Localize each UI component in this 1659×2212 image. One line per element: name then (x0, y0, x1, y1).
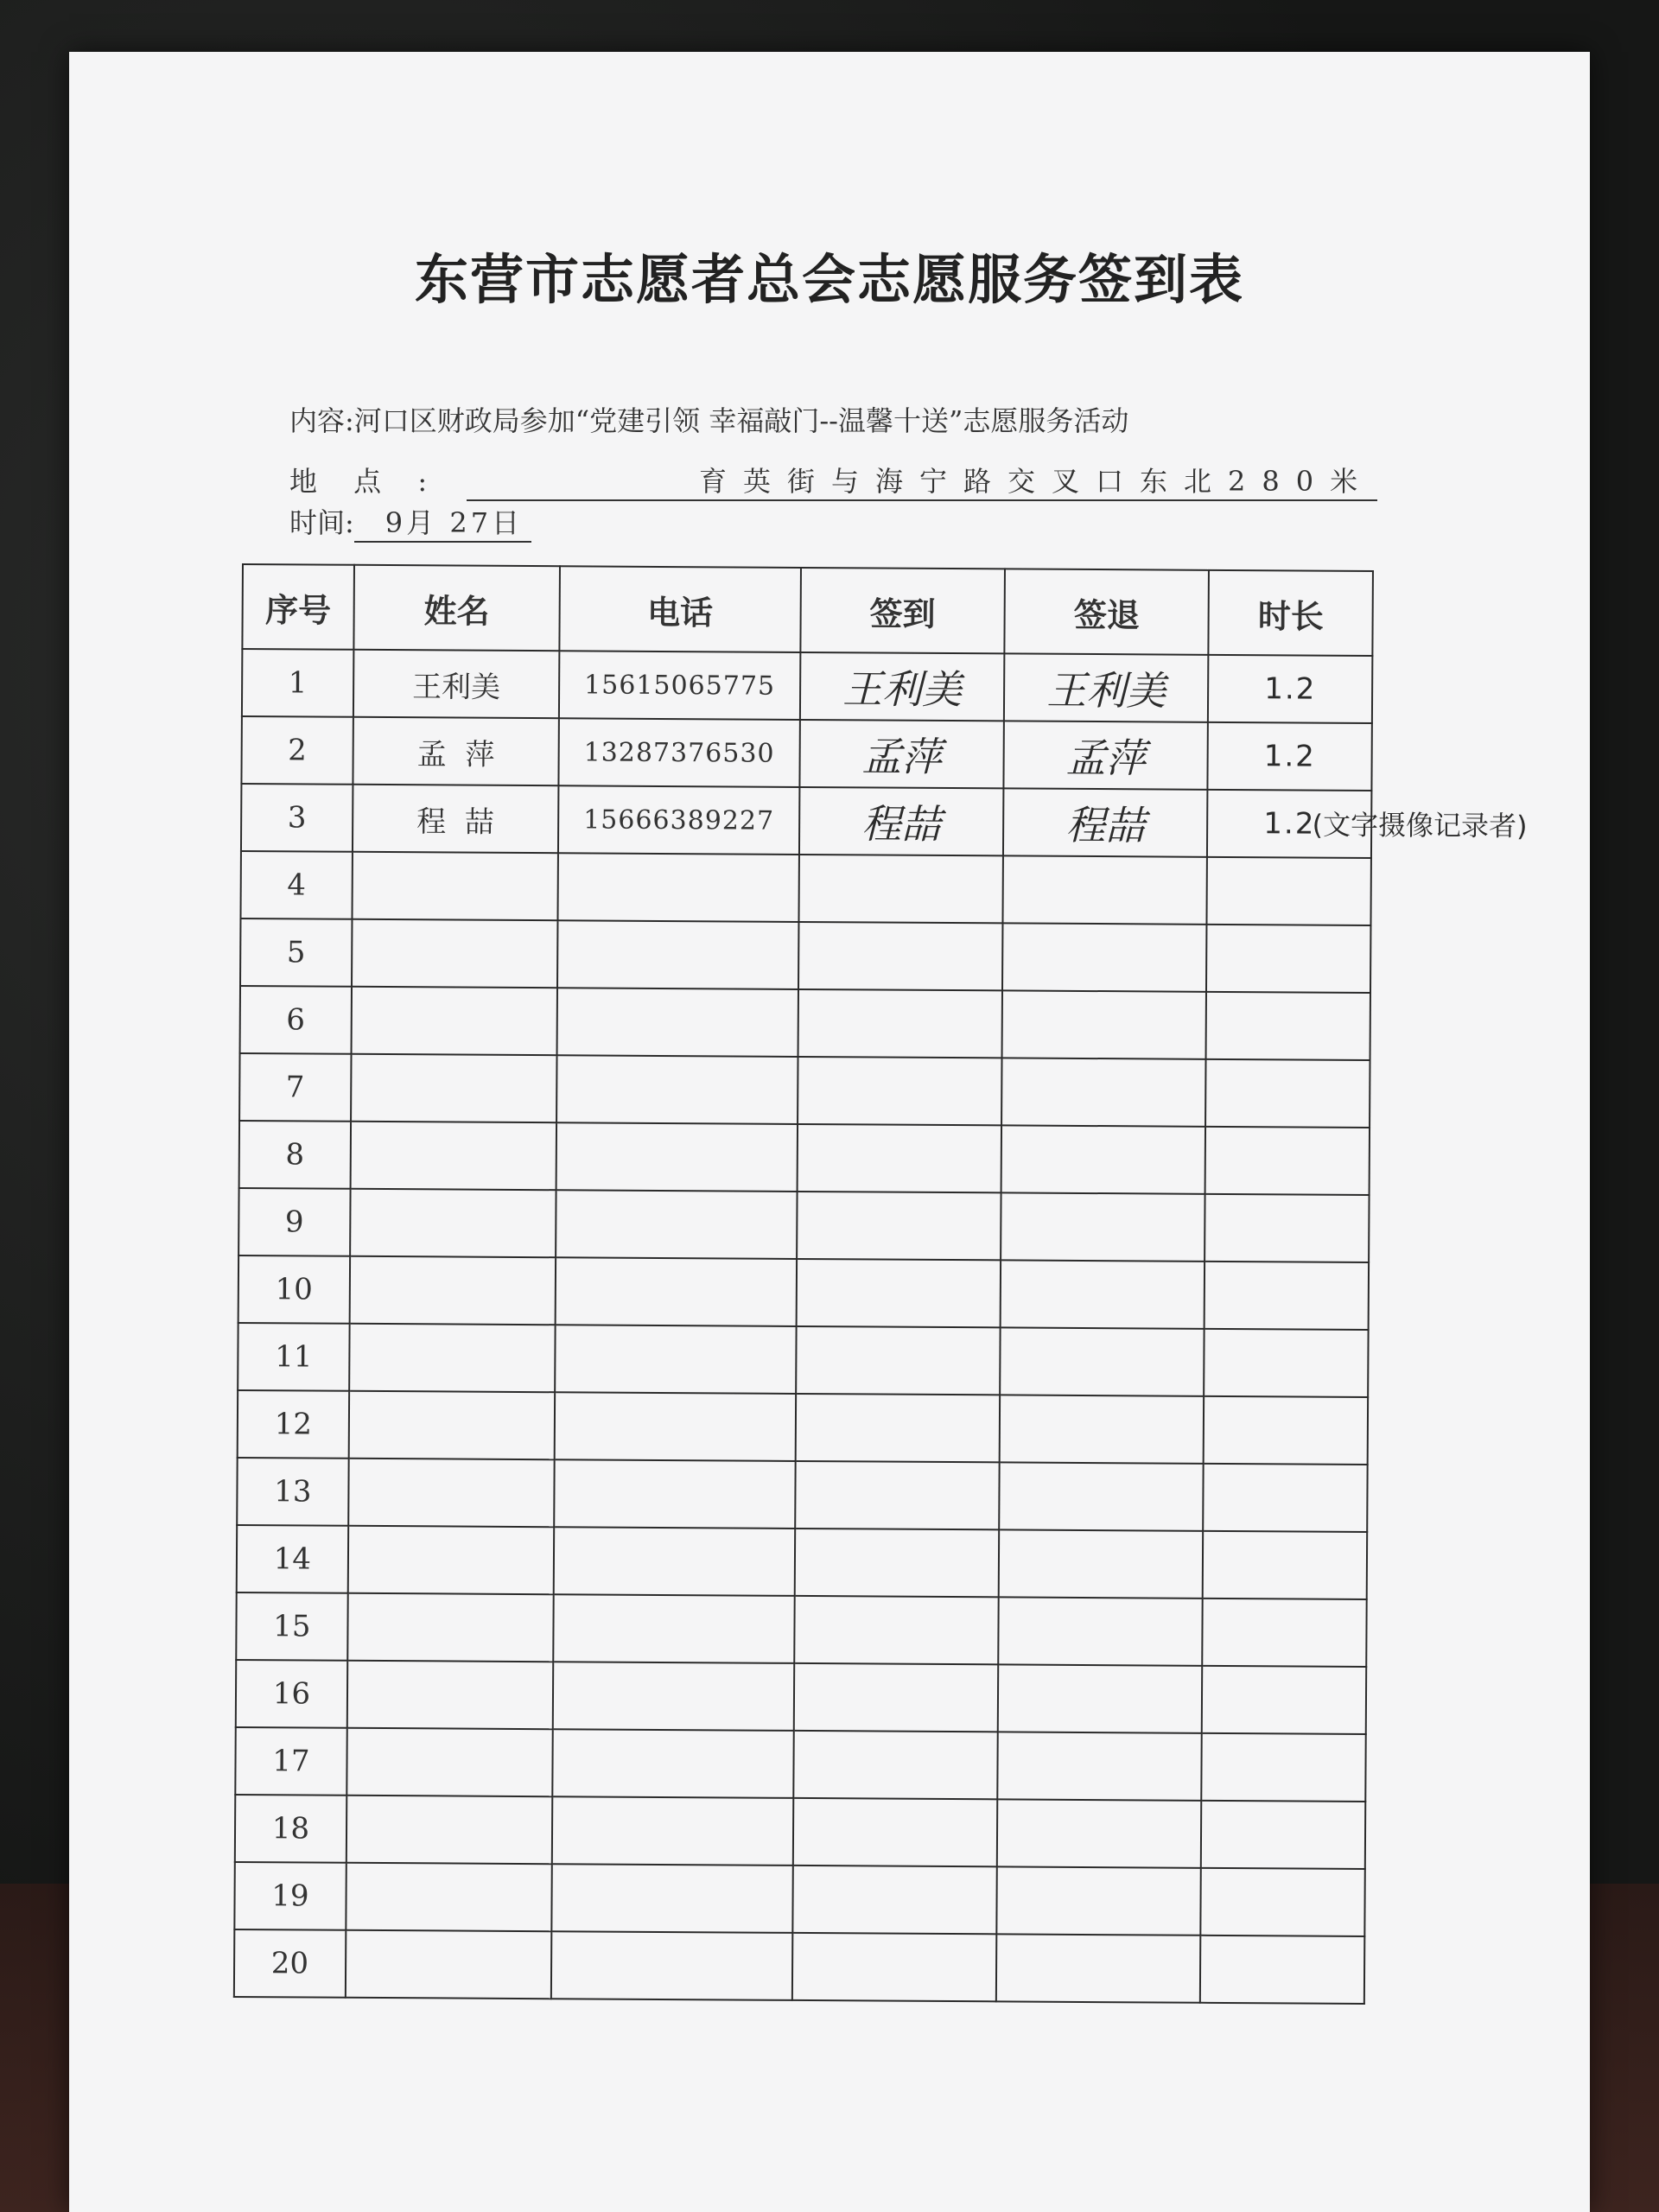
row-number: 3 (287, 800, 307, 836)
row-number-cell (237, 1458, 348, 1526)
row-number: 18 (271, 1811, 310, 1847)
row-number-cell (241, 716, 353, 785)
phone-number-cell (555, 1392, 796, 1461)
volunteer-name-cell (346, 1930, 552, 1999)
sign-out-signature-cell (1000, 1395, 1205, 1463)
row-number: 11 (275, 1339, 313, 1375)
table-row (240, 918, 1370, 993)
row-number-cell (239, 1121, 351, 1189)
sign-in-signature-cell (800, 652, 1005, 721)
row-number: 5 (286, 935, 306, 970)
sign-out-signature-cell (1003, 855, 1208, 924)
sign-out-signature-cell (1002, 990, 1207, 1058)
phone-number-cell (556, 1122, 798, 1192)
volunteer-name-cell (351, 1054, 557, 1122)
phone-number-cell (551, 1864, 792, 1933)
phone-number: 15615065775 (583, 669, 776, 702)
sign-in-signature-cell (792, 1933, 997, 2001)
row-number-cell (238, 1323, 349, 1391)
duration-value-cell (1206, 925, 1370, 993)
table-row (236, 1592, 1366, 1667)
table-body (234, 649, 1528, 2004)
sign-out-signature-cell (1003, 788, 1208, 856)
row-number-cell (234, 1929, 346, 1998)
sign-out-signature-cell (1004, 721, 1209, 789)
volunteer-name: 程 喆 (416, 804, 495, 840)
sign-in-signature-cell (796, 1259, 1001, 1327)
volunteer-name-cell (353, 717, 559, 785)
row-number-cell (241, 784, 353, 852)
phone-number-cell (559, 651, 800, 720)
row-number-cell (242, 649, 353, 717)
sign-in-signature-cell (795, 1461, 1000, 1529)
sign-in-signature-cell (795, 1529, 1000, 1597)
sign-out-signature-cell (1002, 923, 1207, 991)
sign-out-signature: 王利美 (1046, 666, 1166, 715)
sign-in-signature-cell (794, 1596, 999, 1664)
row-number-cell (235, 1727, 346, 1796)
row-number-cell (240, 918, 352, 987)
volunteer-name-cell (347, 1593, 554, 1662)
duration-value-cell (1207, 857, 1371, 925)
duration-value-cell (1202, 1666, 1366, 1734)
attendance-table (233, 563, 1528, 2005)
duration-value-cell (1204, 1396, 1368, 1465)
sign-out-signature-cell (1004, 653, 1209, 721)
row-number-cell (238, 1188, 350, 1256)
sign-in-signature-cell (798, 1057, 1002, 1125)
content-label: 内容: (289, 404, 354, 437)
volunteer-name-cell (348, 1459, 555, 1527)
sign-in-signature-cell (794, 1663, 999, 1732)
table-row (240, 986, 1370, 1060)
table-row (235, 1727, 1365, 1802)
table-row (242, 649, 1372, 723)
phone-number-cell (552, 1729, 793, 1798)
table-row (235, 1795, 1365, 1869)
duration-value-cell (1208, 722, 1372, 791)
row-number-cell (235, 1795, 346, 1863)
sign-out-signature-cell (1000, 1327, 1205, 1395)
volunteer-name-cell (347, 1526, 554, 1594)
duration-value-cell (1204, 1329, 1368, 1397)
sign-in-signature-cell (798, 855, 1003, 923)
table-row (237, 1525, 1367, 1599)
volunteer-name-cell (353, 650, 560, 718)
sign-in-signature-cell (797, 1124, 1001, 1192)
sign-in-signature-cell (793, 1798, 998, 1866)
location-label: 地 点 : (289, 465, 442, 498)
sign-in-signature-cell (798, 989, 1002, 1058)
row-number: 1 (288, 665, 308, 701)
volunteer-name-cell (349, 1324, 556, 1392)
volunteer-name-cell (352, 852, 558, 920)
header-phone: 电话 (559, 566, 800, 652)
time-label: 时间: (289, 506, 354, 539)
sign-in-signature-cell (797, 1192, 1001, 1260)
duration-value-cell (1200, 1936, 1364, 2004)
duration-value-cell (1207, 790, 1528, 858)
sign-out-signature-cell (999, 1462, 1204, 1530)
time-value: 9月 27日 (354, 501, 531, 543)
table-row (240, 851, 1370, 925)
volunteer-name: 王利美 (411, 669, 501, 705)
volunteer-name-cell (350, 1122, 556, 1190)
phone-number-cell (554, 1527, 795, 1596)
phone-number-cell (556, 1190, 797, 1259)
sign-out-signature-cell (996, 1934, 1201, 2002)
phone-number-cell (556, 1257, 797, 1326)
phone-number-cell (558, 853, 799, 922)
table-row (234, 1929, 1364, 2004)
sign-out-signature-cell (1001, 1260, 1205, 1328)
sign-in-sheet-paper (69, 52, 1590, 2212)
duration-value-cell (1205, 1059, 1370, 1128)
sign-out-signature: 程喆 (1065, 801, 1146, 849)
duration-value-cell (1208, 655, 1372, 723)
sign-in-signature: 程喆 (861, 800, 942, 848)
row-number: 4 (287, 868, 307, 903)
sign-in-signature-cell (792, 1866, 997, 1934)
phone-number-cell (558, 785, 799, 855)
header-name: 姓名 (353, 565, 560, 651)
phone-number: 15666389227 (583, 804, 775, 836)
table-row (238, 1255, 1369, 1330)
page-title: 东营市志愿者总会志愿服务签到表 (414, 248, 1244, 311)
sign-out-signature-cell (996, 1866, 1201, 1935)
location-line (289, 460, 1421, 501)
sign-in-signature-cell (793, 1731, 998, 1799)
volunteer-name-cell (350, 1189, 556, 1257)
row-number: 10 (275, 1272, 314, 1307)
duration-value-cell (1205, 1127, 1370, 1195)
table-row (241, 716, 1371, 791)
row-number-cell (236, 1660, 347, 1728)
row-number: 8 (285, 1137, 305, 1173)
volunteer-name-cell (352, 919, 558, 988)
volunteer-name-cell (346, 1728, 553, 1796)
phone-number-cell (555, 1325, 796, 1394)
volunteer-name-cell (347, 1661, 554, 1729)
sign-out-signature-cell (998, 1664, 1203, 1732)
volunteer-name-cell (351, 987, 557, 1055)
row-number-cell (238, 1255, 350, 1324)
row-number: 17 (272, 1744, 310, 1779)
duration-value-cell (1205, 1194, 1369, 1262)
duration-value-cell (1206, 992, 1370, 1060)
header-sign-out: 签退 (1004, 569, 1209, 654)
sign-in-signature: 孟萍 (861, 733, 942, 780)
header-duration: 时长 (1209, 570, 1373, 656)
duration-value-cell (1203, 1599, 1367, 1667)
phone-number-cell (556, 1055, 798, 1124)
sign-in-signature-cell (798, 922, 1003, 990)
row-number: 6 (286, 1002, 306, 1038)
row-number: 13 (274, 1474, 312, 1510)
volunteer-name-cell (353, 785, 559, 853)
duration-value: 1.2 (1263, 739, 1316, 774)
table-header-row (242, 564, 1373, 656)
table-row (239, 1121, 1370, 1195)
duration-note: (文字摄像记录者) (1312, 808, 1528, 843)
sign-out-signature-cell (999, 1529, 1204, 1598)
table-row (238, 1390, 1368, 1465)
duration-value-cell (1201, 1868, 1365, 1936)
row-number-cell (234, 1862, 346, 1930)
volunteer-name-cell (349, 1256, 556, 1325)
location-value: 育英街与海宁路交叉口东北280米 (467, 460, 1377, 501)
sign-in-signature: 王利美 (842, 665, 963, 714)
volunteer-name-cell (346, 1863, 552, 1931)
table-row (241, 784, 1371, 858)
row-number-cell (240, 986, 352, 1054)
phone-number-cell (551, 1931, 792, 2000)
phone-number-cell (557, 988, 798, 1057)
sign-in-signature-cell (796, 1394, 1001, 1462)
duration-value-cell (1205, 1262, 1369, 1330)
sign-out-signature-cell (1001, 1058, 1206, 1126)
sign-out-signature-cell (1001, 1125, 1206, 1193)
sign-out-signature-cell (998, 1597, 1203, 1665)
table-row (239, 1053, 1370, 1128)
phone-number-cell (553, 1662, 794, 1731)
row-number: 19 (271, 1878, 309, 1914)
duration-value: 1.2 (1263, 806, 1316, 842)
header-sign-in: 签到 (800, 568, 1005, 653)
phone-number: 13287376530 (583, 736, 775, 769)
table-row (234, 1862, 1364, 1936)
row-number: 15 (273, 1609, 311, 1644)
phone-number-cell (553, 1594, 794, 1663)
table-row (238, 1188, 1369, 1262)
phone-number-cell (557, 920, 798, 989)
time-line (289, 501, 531, 543)
table-row (238, 1323, 1368, 1397)
duration-value-cell (1201, 1801, 1365, 1869)
duration-value: 1.2 (1264, 671, 1317, 707)
sign-out-signature-cell (997, 1799, 1202, 1867)
row-number: 16 (272, 1676, 311, 1712)
row-number-cell (236, 1592, 347, 1661)
sign-out-signature-cell (1001, 1192, 1205, 1261)
phone-number-cell (558, 718, 799, 787)
row-number: 7 (285, 1070, 305, 1105)
sign-in-signature-cell (799, 720, 1004, 788)
volunteer-name-cell (346, 1796, 553, 1864)
row-number-cell (238, 1390, 349, 1459)
duration-value-cell (1203, 1531, 1367, 1599)
duration-value-cell (1202, 1733, 1366, 1802)
sign-out-signature: 孟萍 (1065, 734, 1147, 782)
table-row (236, 1660, 1366, 1734)
phone-number-cell (552, 1796, 793, 1866)
row-number: 20 (270, 1946, 309, 1981)
row-number: 9 (284, 1205, 304, 1240)
sign-in-signature-cell (796, 1326, 1001, 1395)
duration-value-cell (1204, 1464, 1368, 1532)
row-number-cell (237, 1525, 348, 1593)
row-number: 12 (274, 1407, 313, 1442)
row-number-cell (240, 851, 352, 919)
header-number: 序号 (242, 564, 353, 650)
row-number: 2 (288, 733, 308, 768)
volunteer-name-cell (348, 1391, 555, 1459)
sign-out-signature-cell (997, 1732, 1202, 1800)
content-value: 河口区财政局参加“党建引领 幸福敲门--温馨十送”志愿服务活动 (353, 404, 1129, 437)
row-number: 14 (273, 1541, 312, 1577)
volunteer-name: 孟 萍 (416, 736, 495, 772)
row-number-cell (239, 1053, 351, 1122)
table-row (237, 1458, 1367, 1532)
content-line (289, 399, 1128, 439)
sign-in-signature-cell (799, 787, 1004, 855)
phone-number-cell (554, 1459, 795, 1529)
